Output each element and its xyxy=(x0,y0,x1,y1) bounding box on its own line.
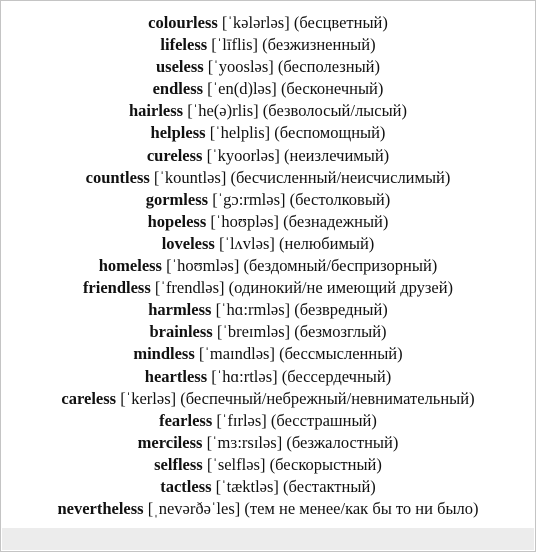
vocab-transcription: [ˈbreɪmləs] xyxy=(216,322,291,342)
vocab-word: hairless xyxy=(128,101,184,121)
vocab-word: hopeless xyxy=(147,211,207,231)
vocab-row xyxy=(1,343,535,365)
vocab-transcription: [ˈfɪrləs] xyxy=(216,410,267,430)
vocab-translation: (бесчисленный/неисчислимый) xyxy=(230,167,451,187)
vocab-translation: (беспомощный) xyxy=(274,123,386,143)
vocab-row xyxy=(1,12,535,34)
vocab-row xyxy=(1,321,535,343)
vocab-word: careless xyxy=(61,388,117,408)
vocab-word: gormless xyxy=(145,189,209,209)
vocab-word: heartless xyxy=(144,366,208,386)
vocab-row xyxy=(1,211,535,233)
vocab-translation: (бестактный) xyxy=(283,476,376,496)
vocab-translation: (безжалостный) xyxy=(286,432,399,452)
vocab-row xyxy=(1,78,535,100)
vocab-row xyxy=(1,498,535,520)
vocab-transcription: [ˈkerləs] xyxy=(120,388,177,408)
vocab-translation: (одинокий/не имеющий друзей) xyxy=(228,278,454,298)
vocab-row xyxy=(1,34,535,56)
vocab-transcription: [ˈtæktləs] xyxy=(215,476,279,496)
vocab-word: selfless xyxy=(154,454,203,474)
vocab-word: useless xyxy=(155,57,204,77)
vocab-transcription: [ˈhoʊmləs] xyxy=(166,256,240,276)
vocab-translation: (бесполезный) xyxy=(277,57,381,77)
vocab-row xyxy=(1,189,535,211)
vocab-transcription: [ˈhe(ə)rlis] xyxy=(187,101,259,121)
vocab-word: cureless xyxy=(146,145,203,165)
vocab-row xyxy=(1,122,535,144)
vocab-transcription: [ˈyoosləs] xyxy=(207,57,274,77)
vocab-transcription: [ˈlʌvləs] xyxy=(218,233,275,253)
vocab-word: loveless xyxy=(161,233,215,253)
vocab-transcription: [ˈfrendləs] xyxy=(154,278,225,298)
vocab-word: brainless xyxy=(149,322,213,342)
vocab-row xyxy=(1,100,535,122)
vocab-row xyxy=(1,410,535,432)
vocab-transcription: [ˈhɑ:rmləs] xyxy=(215,300,291,320)
vocab-translation: (беспечный/небрежный/невнимательный) xyxy=(180,388,475,408)
vocab-transcription: [ˌnevərðəˈles] xyxy=(147,499,241,519)
vocab-row xyxy=(1,255,535,277)
vocab-translation: (безмозглый) xyxy=(294,322,387,342)
vocab-word: nevertheless xyxy=(57,499,144,519)
vocab-row xyxy=(1,454,535,476)
vocab-transcription: [ˈhoʊpləs] xyxy=(210,211,280,231)
vocab-transcription: [ˈgɔ:rmləs] xyxy=(212,189,286,209)
vocab-word: merciless xyxy=(137,432,203,452)
vocab-transcription: [ˈhɑ:rtləs] xyxy=(211,366,278,386)
vocab-transcription: [ˈen(d)ləs] xyxy=(207,79,277,99)
vocab-transcription: [ˈkyoorləs] xyxy=(206,145,280,165)
vocab-transcription: [ˈlīflis] xyxy=(211,35,259,55)
vocab-row xyxy=(1,432,535,454)
vocab-translation: (неизлечимый) xyxy=(284,145,390,165)
vocab-translation: (тем не менее/как бы то ни было) xyxy=(244,499,479,519)
vocab-translation: (бессердечный) xyxy=(281,366,392,386)
vocab-word: countless xyxy=(85,167,150,187)
vocab-translation: (безволосый/лысый) xyxy=(262,101,407,121)
vocab-row xyxy=(1,299,535,321)
vocab-row xyxy=(1,233,535,255)
vocab-row xyxy=(1,388,535,410)
vocab-transcription: [ˈselfləs] xyxy=(206,454,266,474)
vocab-word: colourless xyxy=(148,13,218,32)
vocab-word: fearless xyxy=(159,410,213,430)
vocab-transcription: [ˈmɜ:rsɪləs] xyxy=(206,432,283,452)
vocab-translation: (бесконечный) xyxy=(280,79,384,99)
vocab-word: homeless xyxy=(98,256,162,276)
vocab-row xyxy=(1,56,535,78)
vocab-translation: (безвредный) xyxy=(294,300,388,320)
vocab-word: helpless xyxy=(150,123,206,143)
vocab-row xyxy=(1,366,535,388)
vocab-word: friendless xyxy=(82,278,151,298)
vocab-translation: (безнадежный) xyxy=(283,211,389,231)
vocab-transcription: [ˈmaɪndləs] xyxy=(198,344,275,364)
vocab-translation: (бестолковый) xyxy=(289,189,391,209)
vocab-row xyxy=(1,145,535,167)
vocab-translation: (бессмысленный) xyxy=(279,344,403,364)
bottom-strip xyxy=(2,528,534,550)
vocab-translation: (бездомный/беспризорный) xyxy=(243,256,438,276)
vocab-word: endless xyxy=(152,79,204,99)
vocab-translation: (бесцветный) xyxy=(293,13,388,32)
vocab-row xyxy=(1,167,535,189)
vocab-translation: (безжизненный) xyxy=(262,35,376,55)
vocab-word: lifeless xyxy=(160,35,208,55)
vocab-translation: (бескорыстный) xyxy=(269,454,382,474)
vocab-row xyxy=(1,476,535,498)
vocab-word: harmless xyxy=(148,300,212,320)
vocabulary-list xyxy=(1,12,535,520)
vocab-transcription: [ˈhelplis] xyxy=(209,123,271,143)
vocab-transcription: [ˈkountləs] xyxy=(153,167,227,187)
vocab-row xyxy=(1,277,535,299)
vocab-transcription: [ˈkələrləs] xyxy=(221,13,290,32)
vocab-word: tactless xyxy=(160,476,212,496)
vocab-word: mindless xyxy=(133,344,195,364)
vocab-translation: (бесстрашный) xyxy=(270,410,377,430)
vocab-translation: (нелюбимый) xyxy=(279,233,375,253)
